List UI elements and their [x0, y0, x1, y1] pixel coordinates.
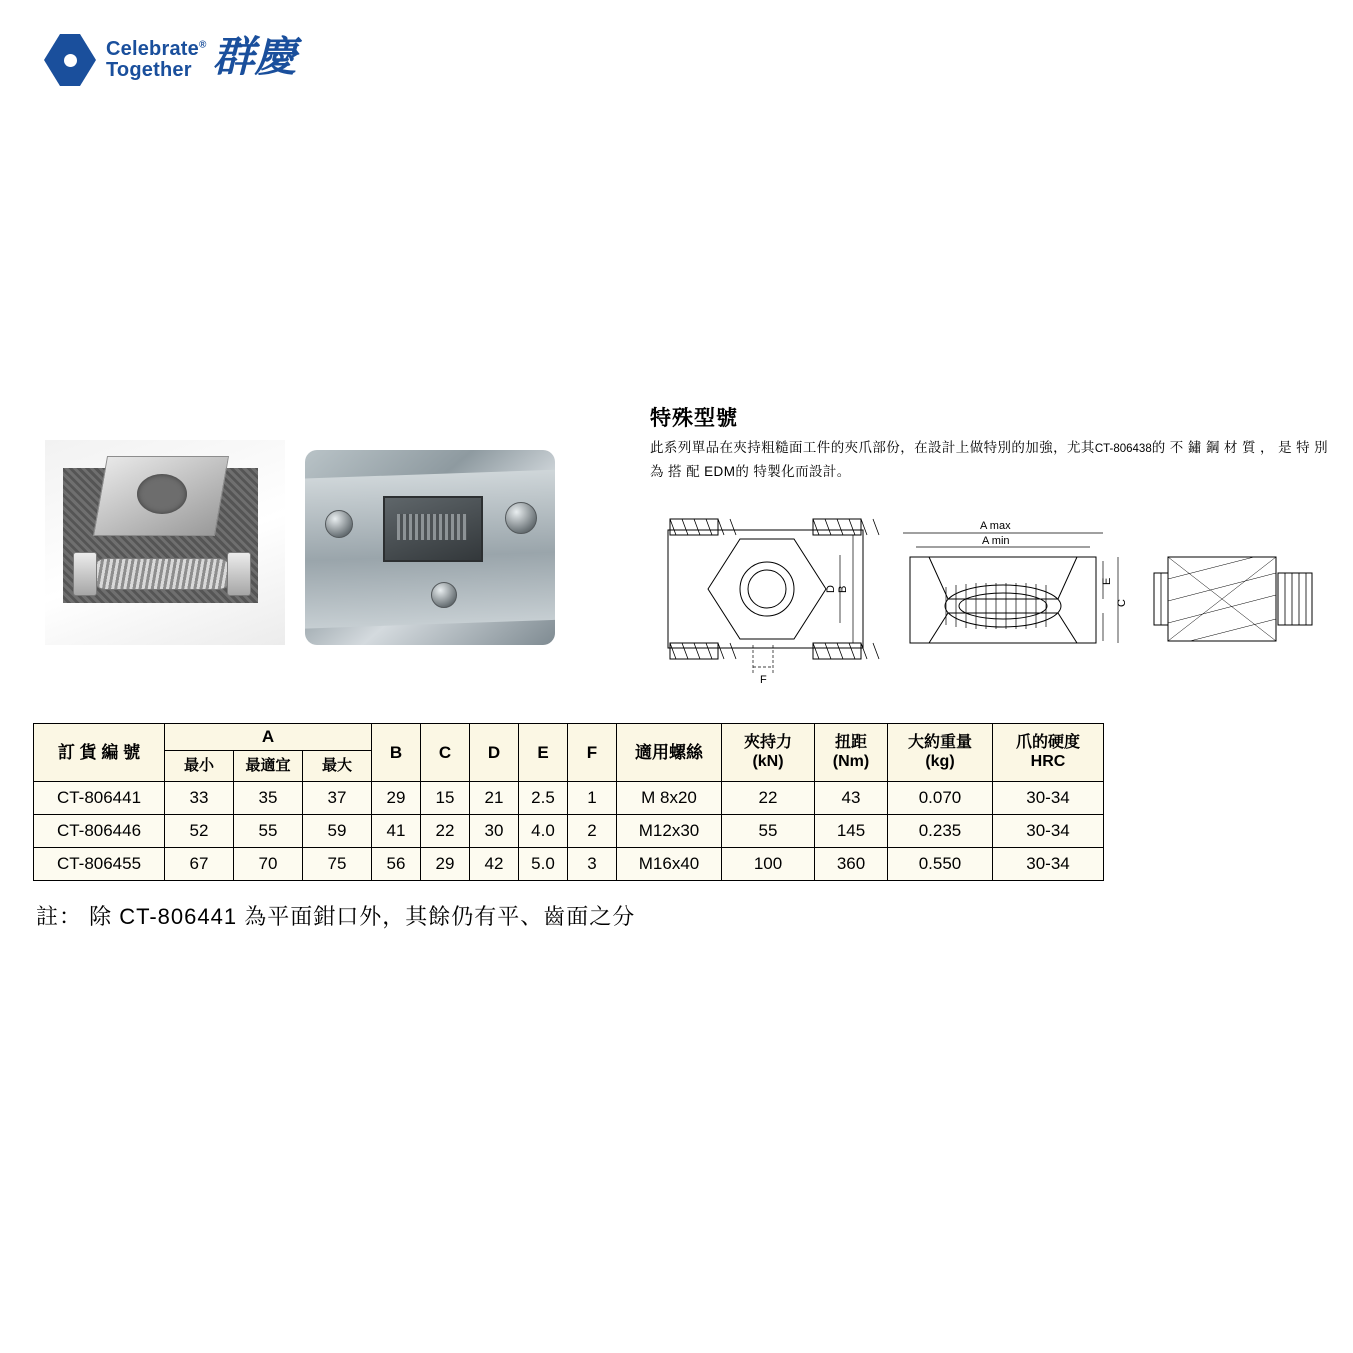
cell-torque: 360 — [815, 848, 888, 881]
product-photo-application — [305, 450, 555, 645]
cell-torque: 43 — [815, 782, 888, 815]
cell-c: 29 — [421, 848, 470, 881]
table-row — [34, 815, 1104, 848]
cell-a-opt: 70 — [234, 848, 303, 881]
cell-weight: 0.070 — [888, 782, 993, 815]
cell-weight: 0.550 — [888, 848, 993, 881]
drawings-svg — [648, 495, 1348, 685]
header-part-no: 訂 貨 編 號 — [34, 724, 165, 782]
label-d: D — [825, 585, 837, 593]
header-c: C — [421, 724, 470, 782]
logo-line1: Celebrate — [106, 38, 199, 60]
header-e: E — [519, 724, 568, 782]
header-a-optimal: 最適宜 — [234, 751, 303, 782]
cell-b: 41 — [372, 815, 421, 848]
header-torque — [815, 724, 888, 782]
cell-c: 22 — [421, 815, 470, 848]
table-body — [34, 782, 1104, 881]
cell-d: 42 — [470, 848, 519, 881]
cell-e: 4.0 — [519, 815, 568, 848]
header-weight — [888, 724, 993, 782]
cell-a-max: 37 — [303, 782, 372, 815]
cell-part-no: CT-806441 — [34, 782, 165, 815]
cell-f: 1 — [568, 782, 617, 815]
header-a-max: 最大 — [303, 751, 372, 782]
cell-e: 2.5 — [519, 782, 568, 815]
cell-hrc: 30-34 — [993, 815, 1104, 848]
cell-force: 55 — [722, 815, 815, 848]
cell-screw: M12x30 — [617, 815, 722, 848]
table-row — [34, 848, 1104, 881]
cell-d: 30 — [470, 815, 519, 848]
cell-part-no: CT-806455 — [34, 848, 165, 881]
description-product-code: CT-806438 — [1094, 443, 1152, 455]
cell-a-min: 33 — [165, 782, 234, 815]
technical-drawings — [648, 495, 1348, 685]
cell-weight: 0.235 — [888, 815, 993, 848]
header-hardness — [993, 724, 1104, 782]
table-footnote: 註： 除 CT-806441 為平面鉗口外，其餘仍有平、齒面之分 — [36, 904, 636, 929]
registered-mark: ® — [198, 39, 207, 51]
cell-a-max: 59 — [303, 815, 372, 848]
logo-chinese-text: 群慶 — [212, 32, 297, 81]
table-header — [34, 724, 1104, 782]
table-row — [34, 782, 1104, 815]
header-weight-line1: 大約重量 — [907, 734, 972, 752]
cell-hrc: 30-34 — [993, 848, 1104, 881]
cell-f: 3 — [568, 848, 617, 881]
header-clamping-force-line2: (kN) — [752, 752, 784, 770]
logo-english-text — [106, 39, 207, 81]
cell-a-min: 67 — [165, 848, 234, 881]
section-description — [650, 436, 1340, 483]
header-torque-line1: 扭距 — [834, 734, 867, 752]
label-e: E — [1101, 577, 1113, 585]
cell-b: 29 — [372, 782, 421, 815]
logo-bowtie-icon — [44, 34, 96, 86]
cell-screw: M 8x20 — [617, 782, 722, 815]
cell-hrc: 30-34 — [993, 782, 1104, 815]
description-part2: 的 不 鏽 鋼 材 質 ， 是 特 別 為 搭 配 EDM的 特製化而設計。 — [650, 440, 1329, 479]
header-d: D — [470, 724, 519, 782]
label-a-min: A min — [982, 535, 1010, 547]
cell-b: 56 — [372, 848, 421, 881]
cell-a-min: 52 — [165, 815, 234, 848]
cell-f: 2 — [568, 815, 617, 848]
cell-c: 15 — [421, 782, 470, 815]
header-f: F — [568, 724, 617, 782]
header-hardness-line1: 爪的硬度 — [1015, 734, 1080, 752]
specification-table — [33, 723, 1104, 881]
cell-d: 21 — [470, 782, 519, 815]
company-logo — [44, 34, 297, 86]
cell-a-max: 75 — [303, 848, 372, 881]
header-b: B — [372, 724, 421, 782]
cell-force: 22 — [722, 782, 815, 815]
header-a-group: A — [165, 724, 372, 751]
label-a-max: A max — [980, 520, 1011, 532]
logo-line2: Together — [106, 59, 192, 81]
cell-a-opt: 35 — [234, 782, 303, 815]
cell-screw: M16x40 — [617, 848, 722, 881]
cell-force: 100 — [722, 848, 815, 881]
cell-a-opt: 55 — [234, 815, 303, 848]
header-a-min: 最小 — [165, 751, 234, 782]
description-part1: 此系列單品在夾持粗糙面工件的夾爪部份，在設計上做特別的加強，尤其 — [650, 440, 1095, 455]
header-weight-line2: (kg) — [925, 752, 955, 770]
product-photo-clamp — [45, 440, 285, 645]
section-title: 特殊型號 — [650, 407, 738, 430]
label-c: C — [1116, 599, 1128, 607]
label-f: F — [760, 674, 767, 685]
header-clamping-force — [722, 724, 815, 782]
header-hardness-line2: HRC — [1030, 752, 1066, 770]
header-torque-line2: (Nm) — [832, 752, 870, 770]
header-clamping-force-line1: 夾持力 — [743, 734, 792, 752]
cell-part-no: CT-806446 — [34, 815, 165, 848]
cell-e: 5.0 — [519, 848, 568, 881]
label-b: B — [837, 585, 849, 593]
header-screw: 適用螺絲 — [617, 724, 722, 782]
cell-torque: 145 — [815, 815, 888, 848]
